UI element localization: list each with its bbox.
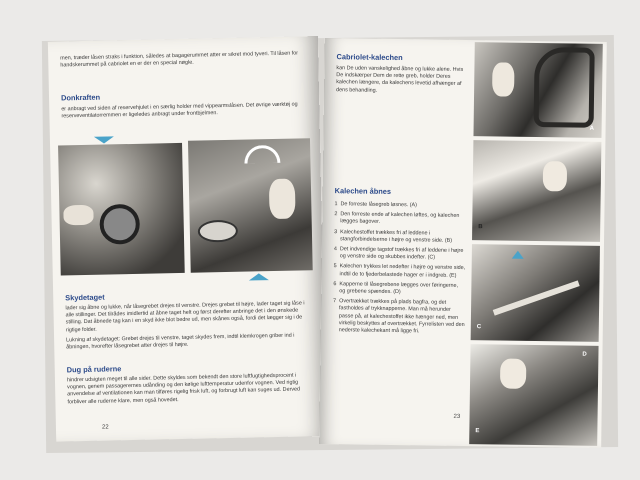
step-6 [333, 281, 465, 297]
step-number: 6 [333, 280, 337, 288]
donkraften-heading: Donkraften [60, 92, 101, 103]
step-text: Den forreste ende af kalechen løftes, og kalechen lægges bagover. [340, 211, 460, 226]
step-3 [334, 229, 466, 245]
photo-jack-wheel [99, 204, 140, 245]
cabriolet-section [336, 52, 467, 96]
intro-text: men, træder låsen straks i funktion, således at bagagerummet atter er sikret mod tyveri. Til låsen for handskerummet på cabriolet en er der en special nøgle. [60, 50, 299, 69]
step-number: 3 [334, 228, 338, 235]
photo-letter-a: A [589, 125, 594, 132]
donkraften-section [61, 88, 308, 121]
photo-letter-b: B [478, 224, 483, 231]
photo-jack-hand [63, 205, 93, 226]
kalechen-heading: Kalechen åbnes [334, 186, 392, 196]
skydetaget-section [65, 288, 314, 351]
photo-c-bar [493, 280, 580, 315]
right-page [319, 38, 607, 448]
photo-letter-d: D [582, 351, 587, 358]
left-page [48, 36, 326, 442]
cabriolet-text: kan De uden vanskelighed åbne og lukke alene. Hvis De indskærper Dem de rette greb, holder Deres kalechen længere, da kalechens levetid afhænger af dens behandling. [336, 65, 464, 94]
cabriolet-heading: Cabriolet-kalechen [336, 52, 403, 63]
photo-handle-arrow [244, 145, 280, 164]
kalechen-section [333, 186, 467, 336]
step-number: 4 [333, 246, 337, 253]
photo-b [472, 140, 601, 242]
photo-e-hand [500, 359, 526, 389]
page-number-right: 23 [453, 413, 461, 420]
dug-heading: Dug på ruderne [66, 364, 122, 375]
skydetaget-heading: Skydetaget [65, 292, 105, 303]
dug-section [67, 360, 316, 406]
step-text: Kalechen trykkes let nedefter i højre og venstre side, indtil de to fjederbelastede hager er i indgreb. (E) [339, 263, 466, 279]
photo-letter-e: E [475, 428, 480, 435]
step-text: De forreste låsegreb løsnes. (A) [340, 201, 417, 209]
marker-arrow-bottom [249, 273, 269, 280]
step-number: 5 [333, 263, 337, 270]
step-1 [334, 201, 466, 210]
photo-c [471, 244, 600, 342]
step-5 [333, 264, 465, 280]
photo-letter-c: C [476, 324, 482, 331]
step-text: Kapperne til låsegrebene lægges over føringerne, og grebene spændes. (D) [339, 281, 459, 296]
photo-a-frame [534, 47, 595, 128]
photo-a-hand [492, 62, 514, 96]
step-text: Det indvendige tagstof trækkes fri af leddene i højre og venstre side og skubbes indefter. (C) [339, 246, 464, 261]
step-number: 7 [333, 298, 337, 305]
donkraften-text: er anbragt ved siden af reservehjulet i en særlig holder med vippearmslåsen. Det øvrige værktøj og reserveventilatorremmen er ligeledes anbragt under frontbjelmen. [61, 101, 298, 120]
step-4 [334, 246, 466, 262]
photo-handle-mirror [198, 220, 238, 243]
step-text: Kalechestoffet trækkes fri af leddene i stangforbindelserne i højre og venstre side. (B) [339, 228, 453, 244]
kalechen-steps [333, 201, 467, 336]
photo-e [469, 344, 598, 446]
skydetaget-text: lader sig åbne og lukke, når låsegrebet drejes til venstre. Drejes grebet til højre, lader taget sig låse i alle stillinger. Det tilrådes imidlertid at åbne taget helt og først derefter anbringe det i den ønskede stilling. Dat åbnede tag kan i en skyd ikke blot bedre ud, men skånes også, fordi det lægger sig i de rigtige folder. [65, 300, 305, 333]
step-number: 2 [334, 211, 338, 218]
photo-c-arrow [512, 251, 524, 259]
photo-handle [188, 138, 313, 273]
photo-handle-hand [269, 179, 296, 220]
dug-text: hindrer udsigten meget til alle sider. Dette skyldes som bekendt den store luftfugtighedsprocent i vognen, genem passagerernes udånding og den kølige lufttemperatur udenfor vognen. Ved rigtig anvendelse af ventilationen kan man tilføres rigelig frisk luft, og forbrugt luft kan suges ud. Derved forbliver alle ruderne klare, men også hovedet. [66, 372, 301, 405]
photo-b-hand [543, 161, 567, 191]
step-number: 1 [334, 201, 338, 208]
photo-a [473, 42, 602, 138]
step-text: Overtrækket trækkes på plads bagfra, og det fastholdes af trykknapperne. Man må herunder passe på, at kalechestoffet ikke hænger ned, men virkelig beskyttes af overtrækket. Fyrrelisten ved den nederste kalechekant må ligge fri. [338, 298, 465, 335]
skydetaget-text2: Lukning af skydetaget: Grebet drejes til venstre, taget skydes frem, indtil klemkrogen griber ind i åbningen, hvorefter låsegrebet atter drejes til højre. [66, 332, 295, 351]
page-number-left: 22 [101, 424, 109, 431]
step-2 [334, 211, 466, 227]
photo-jack [58, 143, 185, 276]
marker-arrow-top [94, 136, 114, 143]
step-7 [333, 298, 465, 336]
